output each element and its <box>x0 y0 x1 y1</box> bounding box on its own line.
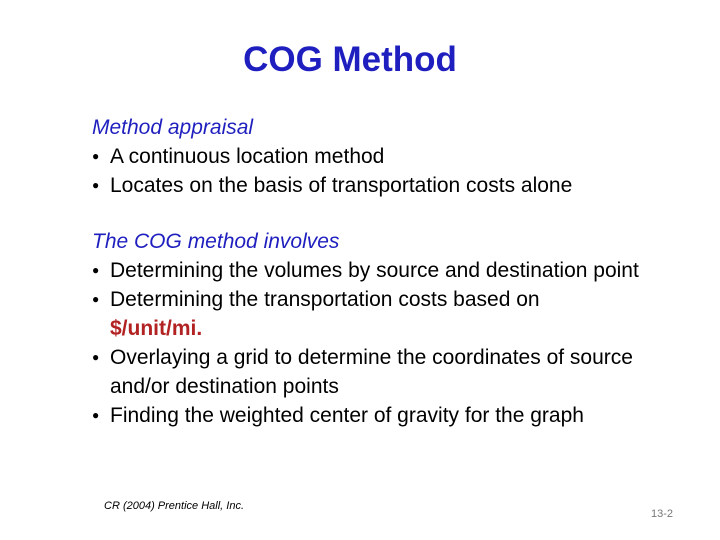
bullet-text: Finding the weighted center of gravity for the graph <box>110 404 584 427</box>
bullet-item <box>92 142 692 171</box>
bullet-icon: ● <box>92 263 100 277</box>
bullet-icon: ● <box>92 149 100 163</box>
bullet-text: Locates on the basis of transportation costs alone <box>110 174 573 197</box>
bullet-icon: ● <box>92 292 100 306</box>
cog-involves-section <box>92 227 692 430</box>
unit-cost-highlight: $/unit/mi. <box>110 317 203 340</box>
bullet-item <box>92 285 692 343</box>
bullet-icon: ● <box>92 408 100 422</box>
section-heading: The COG method involves <box>92 230 340 253</box>
bullet-text: A continuous location method <box>110 145 385 168</box>
page-number: 13-2 <box>651 508 674 520</box>
bullet-text: Determining the volumes by source and destination point <box>110 259 639 282</box>
bullet-item <box>92 401 692 430</box>
bullet-text: Overlaying a grid to determine the coordinates of source and/or destination points <box>110 346 633 398</box>
bullet-item <box>92 256 692 285</box>
bullet-item <box>92 171 692 200</box>
method-appraisal-section <box>92 113 692 200</box>
bullet-item <box>92 343 692 401</box>
bullet-text: Determining the transportation costs based on <box>110 288 540 311</box>
bullet-icon: ● <box>92 178 100 192</box>
slide-title: COG Method <box>243 40 457 79</box>
copyright-footer: CR (2004) Prentice Hall, Inc. <box>104 500 244 512</box>
section-heading: Method appraisal <box>92 116 254 139</box>
bullet-icon: ● <box>92 350 100 364</box>
